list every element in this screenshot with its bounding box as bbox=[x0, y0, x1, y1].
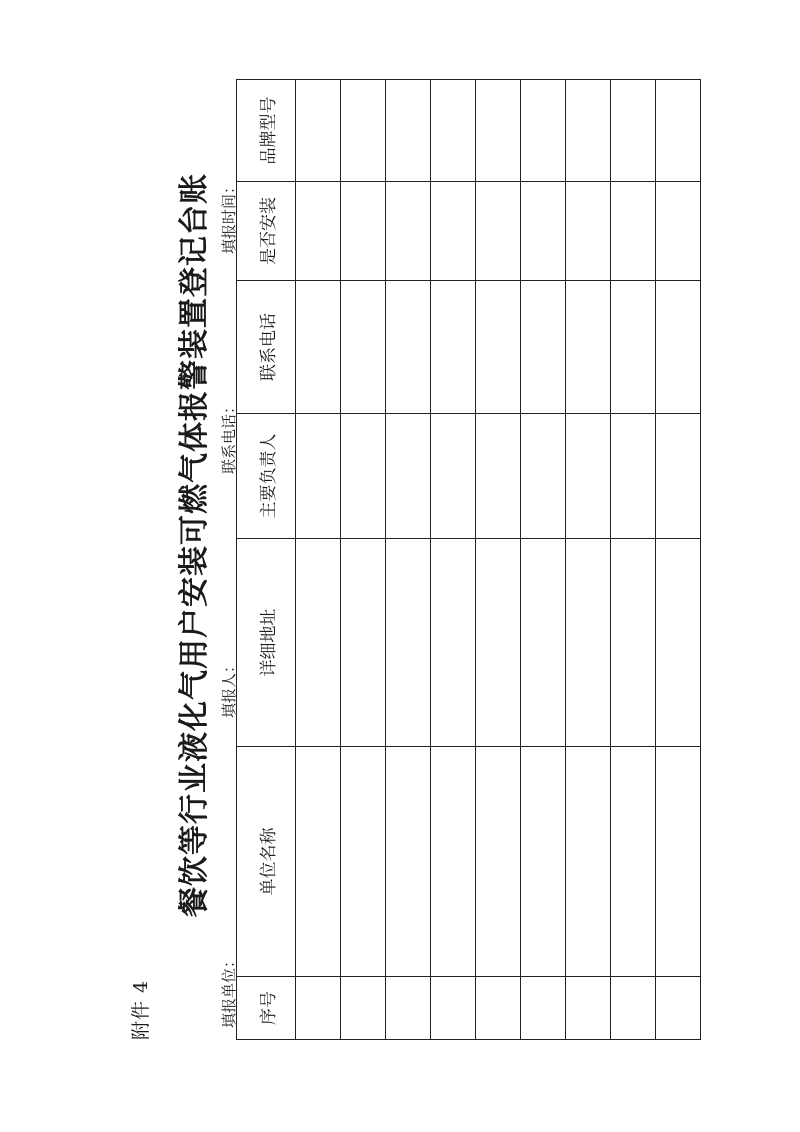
empty-cell bbox=[566, 182, 611, 281]
column-header: 品牌型号 bbox=[237, 80, 296, 182]
empty-cell bbox=[566, 80, 611, 182]
empty-cell bbox=[656, 539, 701, 747]
empty-cell bbox=[656, 281, 701, 414]
rotated-form-sheet bbox=[126, 50, 666, 1040]
empty-cell bbox=[656, 182, 701, 281]
column-header: 详细地址 bbox=[237, 539, 296, 747]
empty-cell bbox=[521, 977, 566, 1040]
empty-cell bbox=[431, 182, 476, 281]
empty-cell bbox=[521, 747, 566, 977]
empty-cell bbox=[296, 539, 341, 747]
empty-cell bbox=[341, 747, 386, 977]
empty-cell bbox=[386, 747, 431, 977]
empty-cell bbox=[521, 414, 566, 539]
table-row bbox=[431, 80, 476, 1040]
empty-cell bbox=[476, 747, 521, 977]
empty-cell bbox=[341, 281, 386, 414]
form-field-contact-phone: 联系电话： bbox=[220, 398, 238, 474]
empty-cell bbox=[521, 182, 566, 281]
empty-cell bbox=[521, 281, 566, 414]
empty-cell bbox=[386, 281, 431, 414]
column-header: 是否安装 bbox=[237, 182, 296, 281]
table-row bbox=[566, 80, 611, 1040]
empty-cell bbox=[296, 80, 341, 182]
empty-cell bbox=[476, 80, 521, 182]
empty-cell bbox=[611, 182, 656, 281]
empty-cell bbox=[566, 414, 611, 539]
empty-cell bbox=[431, 747, 476, 977]
empty-cell bbox=[611, 414, 656, 539]
table-row bbox=[521, 80, 566, 1040]
empty-cell bbox=[521, 539, 566, 747]
empty-cell bbox=[341, 539, 386, 747]
attachment-label: 附件 4 bbox=[130, 979, 152, 1040]
empty-cell bbox=[386, 414, 431, 539]
empty-cell bbox=[386, 80, 431, 182]
empty-cell bbox=[656, 80, 701, 182]
empty-cell bbox=[386, 539, 431, 747]
empty-cell bbox=[611, 281, 656, 414]
empty-cell bbox=[386, 977, 431, 1040]
empty-cell bbox=[296, 414, 341, 539]
empty-cell bbox=[341, 977, 386, 1040]
empty-cell bbox=[431, 281, 476, 414]
empty-cell bbox=[566, 977, 611, 1040]
table-row bbox=[341, 80, 386, 1040]
table-row bbox=[296, 80, 341, 1040]
empty-cell bbox=[296, 977, 341, 1040]
empty-cell bbox=[611, 539, 656, 747]
form-field-report-time: 填报时间： bbox=[220, 178, 238, 254]
empty-cell bbox=[386, 182, 431, 281]
empty-cell bbox=[611, 80, 656, 182]
ledger-body bbox=[296, 80, 701, 1040]
empty-cell bbox=[296, 281, 341, 414]
empty-cell bbox=[341, 80, 386, 182]
table-row bbox=[476, 80, 521, 1040]
empty-cell bbox=[656, 747, 701, 977]
column-header: 序号 bbox=[237, 977, 296, 1040]
document-title: 餐饮等行业液化气用户安装可燃气体报警装置登记台账 bbox=[177, 173, 212, 917]
empty-cell bbox=[431, 977, 476, 1040]
empty-cell bbox=[611, 747, 656, 977]
ledger-table bbox=[236, 79, 701, 1040]
empty-cell bbox=[296, 747, 341, 977]
column-header: 单位名称 bbox=[237, 747, 296, 977]
empty-cell bbox=[656, 977, 701, 1040]
form-field-reporter: 填报人： bbox=[220, 657, 238, 718]
empty-cell bbox=[431, 80, 476, 182]
empty-cell bbox=[341, 414, 386, 539]
column-header: 主要负责人 bbox=[237, 414, 296, 539]
empty-cell bbox=[566, 539, 611, 747]
empty-cell bbox=[431, 539, 476, 747]
empty-cell bbox=[476, 414, 521, 539]
empty-cell bbox=[566, 281, 611, 414]
form-field-reporting-unit: 填报单位： bbox=[220, 952, 238, 1028]
empty-cell bbox=[656, 414, 701, 539]
empty-cell bbox=[476, 539, 521, 747]
empty-cell bbox=[521, 80, 566, 182]
empty-cell bbox=[611, 977, 656, 1040]
empty-cell bbox=[566, 747, 611, 977]
empty-cell bbox=[476, 281, 521, 414]
header-row bbox=[237, 80, 296, 1040]
table-row bbox=[656, 80, 701, 1040]
column-header: 联系电话 bbox=[237, 281, 296, 414]
empty-cell bbox=[476, 182, 521, 281]
table-row bbox=[386, 80, 431, 1040]
table-row bbox=[611, 80, 656, 1040]
empty-cell bbox=[296, 182, 341, 281]
empty-cell bbox=[341, 182, 386, 281]
empty-cell bbox=[431, 414, 476, 539]
empty-cell bbox=[476, 977, 521, 1040]
